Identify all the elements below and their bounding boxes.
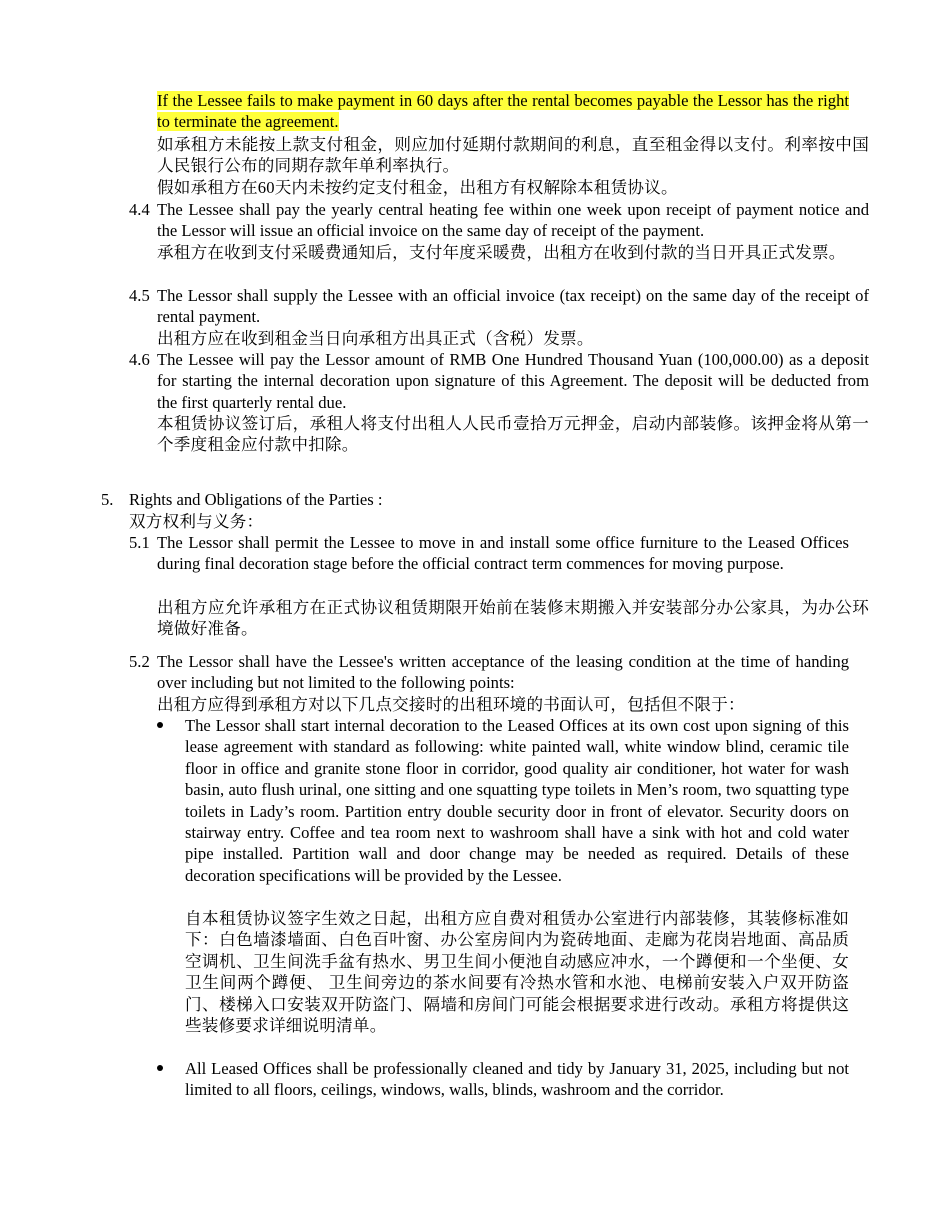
clause-number: 5.1 [129,533,150,552]
clause-number: 4.4 [129,200,150,219]
clause-number: 5.2 [129,652,150,671]
bullet-icon [157,722,163,728]
bullet-icon [157,1065,163,1071]
clause-number: 4.6 [129,350,150,369]
clause-5-1-en: The Lessor shall permit the Lessee to move in and install some office furniture to the Leased Offices during final decoration stage before the official contract term commences for moving purpose. [157,533,849,574]
late-payment-interest-zh: 如承租方未能按上款支付租金，则应加付延期付款期间的利息，直至租金得以支付。利率按中国人民银行公布的同期存款年单利率执行。 [157,135,869,176]
highlighted-sentence: If the Lessee fails to make payment in 60 days after the rental becomes payable the Lessor has the right to terminate the agreement. [157,91,849,132]
late-payment-termination-zh: 假如承租方在60天内未按约定支付租金，出租方有权解除本租赁协议。 [157,178,678,197]
clause-5-2-en: The Lessor shall have the Lessee's written acceptance of the leasing condition at the time of handing over including but not limited to the following points: [157,652,849,693]
clause-4-4-en: The Lessee shall pay the yearly central heating fee within one week upon receipt of payment notice and the Lessor will issue an official invoice on the same day of receipt of the payment. [157,200,869,241]
clause-4-5-zh: 出租方应在收到租金当日向承租方出具正式（含税）发票。 [157,329,594,348]
bullet-decoration-en: The Lessor shall start internal decoration to the Leased Offices at its own cost upon signing of this lease agreement with standard as following: white painted wall, white window blind, ceramic tile floor in office and granite stone floor in corridor, good quality air conditioner, hot water for wash basin, auto flush urinal, one sitting and one squatting type toilets in Men’s room, two squatting type toilets in Lady’s room. Partition entry double security door in front of elevator. Security doors on stairway entry. Coffee and tea room next to washroom shall have a sink with hot and cold water pipe installed. Partition wall and door change may be needed as required. Details of these decoration specifications will be provided by the Lessee. [185,716,849,885]
bullet-decoration-zh: 自本租赁协议签字生效之日起，出租方应自费对租赁办公室进行内部装修，其装修标准如下：白色墙漆墙面、白色百叶窗、办公室房间内为瓷砖地面、走廊为花岗岩地面、高品质空调机、卫生间洗手盆有热水、男卫生间小便池自动感应冲水，一个蹲便和一个坐便、女卫生间两个蹲便、 卫生间旁边的茶水间要有冷热水管和水池、电梯前安装入户双开防盗门、楼梯入口安装双开防盗门、隔墙和房间门可能会根据要求进行改动。承租方将提供这些装修要求详细说明清单。 [185,909,849,1036]
clause-4-6-en: The Lessee will pay the Lessor amount of RMB One Hundred Thousand Yuan (100,000.00) as a deposit for starting the internal decoration upon signature of this Agreement. The deposit will be deducted from the first quarterly rental due. [157,350,869,412]
bullet-cleaning-en: All Leased Offices shall be professionally cleaned and tidy by January 31, 2025, including but not limited to all floors, ceilings, windows, walls, blinds, washroom and the corridor. [185,1059,849,1100]
section-5-title-zh: 双方权利与义务： [129,512,264,531]
clause-4-6-zh: 本租赁协议签订后，承租人将支付出租人人民币壹拾万元押金，启动内部装修。该押金将从第一个季度租金应付款中扣除。 [157,414,869,455]
section-5-title-en: Rights and Obligations of the Parties : [129,490,383,509]
clause-5-2-zh: 出租方应得到承租方对以下几点交接时的出租环境的书面认可，包括但不限于： [157,695,745,714]
clause-4-4-zh: 承租方在收到支付采暖费通知后，支付年度采暖费，出租方在收到付款的当日开具正式发票。 [157,243,846,262]
clause-5-1-zh: 出租方应允许承租方在正式协议租赁期限开始前在装修末期搬入并安装部分办公家具，为办公环境做好准备。 [157,598,869,639]
clause-number: 4.5 [129,286,150,305]
clause-4-5-en: The Lessor shall supply the Lessee with an official invoice (tax receipt) on the same day of the receipt of rental payment. [157,286,869,327]
late-payment-termination-text [157,90,849,133]
section-number: 5. [101,490,114,509]
